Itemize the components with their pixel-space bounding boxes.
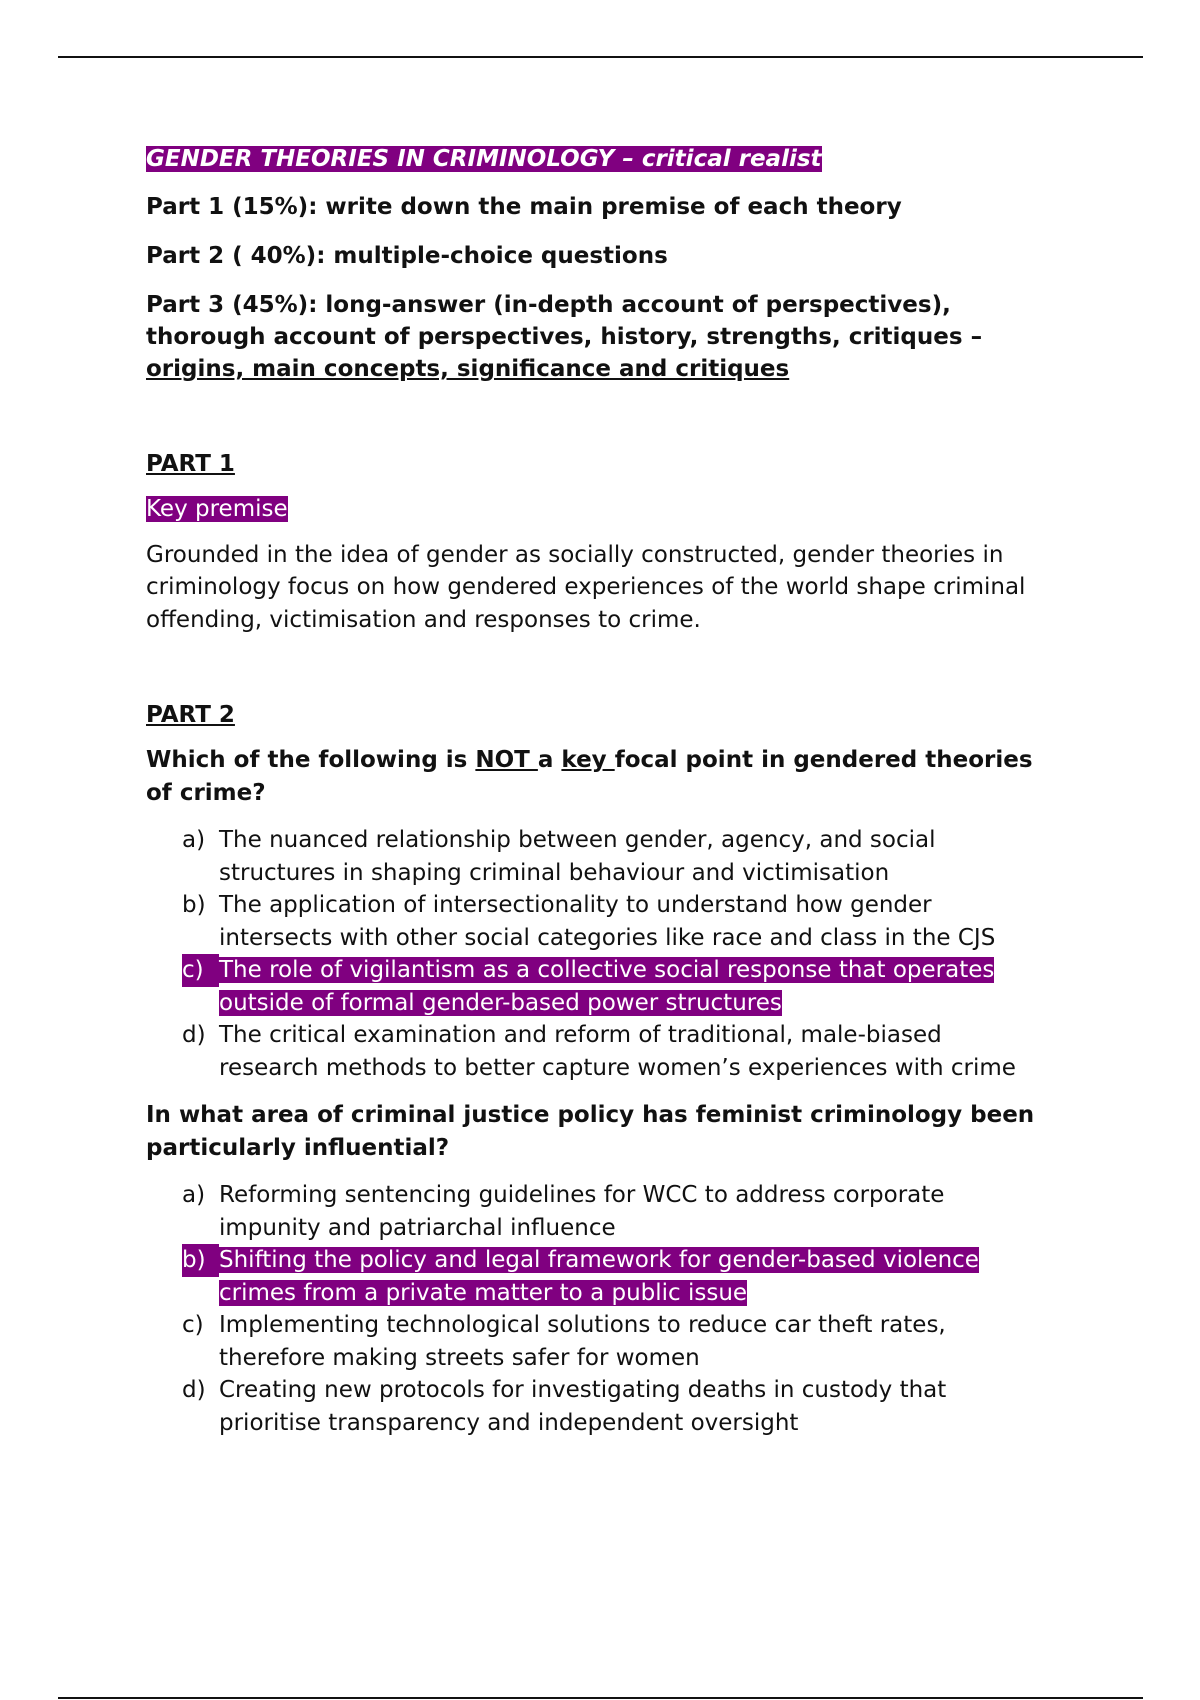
bottom-rule (58, 1697, 1143, 1699)
part2-heading: PART 2 (146, 702, 235, 728)
question-1: Which of the following is NOT a key focal point in gendered theories of crime? (146, 747, 1033, 806)
question-2: In what area of criminal justice policy has feminist criminology been particularly influential? (146, 1102, 1035, 1161)
option-item: a) Reforming sentencing guidelines for WCC to address corporate impunity and patriarchal influence (182, 1182, 945, 1241)
option-item-selected: b) Shifting the policy and legal framework for gender-based violence crimes from a private matter to a public issue (182, 1244, 1066, 1309)
option-item: d) The critical examination and reform of traditional, male-biased research methods to better capture women’s experiences with crime (182, 1022, 1016, 1081)
option-item: c) Implementing technological solutions to reduce car theft rates, therefore making streets safer for women (182, 1312, 946, 1371)
part1-heading: PART 1 (146, 451, 235, 477)
question-2-options (146, 1179, 1066, 1439)
part3-description (146, 289, 1066, 385)
option-item: a) The nuanced relationship between gender, agency, and social structures in shaping criminal behaviour and victimisation (182, 827, 936, 886)
part1-description: Part 1 (15%): write down the main premise of each theory (146, 194, 902, 220)
option-item: b) The application of intersectionality to understand how gender intersects with other social categories like race and class in the CJS (182, 892, 996, 951)
key-premise-label: Key premise (146, 496, 288, 522)
option-item: d) Creating new protocols for investigating deaths in custody that prioritise transparency and independent oversight (182, 1377, 947, 1436)
part3-underlined: origins, main concepts, significance and critiques (146, 356, 790, 382)
document-title: GENDER THEORIES IN CRIMINOLOGY – critical realist (146, 146, 822, 172)
option-item-selected: c) The role of vigilantism as a collective social response that operates outside of formal gender-based power structures (182, 954, 1066, 1019)
part3-text: Part 3 (45%): long-answer (in-depth account of perspectives), thorough account of perspectives, history, strengths, critiques – (146, 292, 983, 350)
document-body (146, 142, 1066, 1439)
top-rule (58, 56, 1143, 58)
emphasis-not: NOT (475, 747, 538, 773)
question-1-options (146, 824, 1066, 1084)
key-premise-text: Grounded in the idea of gender as socially constructed, gender theories in criminology focus on how gendered experiences of the world shape criminal offending, victimisation and responses to crime. (146, 541, 1026, 633)
emphasis-key: key (561, 747, 615, 773)
part2-description: Part 2 ( 40%): multiple-choice questions (146, 243, 668, 269)
